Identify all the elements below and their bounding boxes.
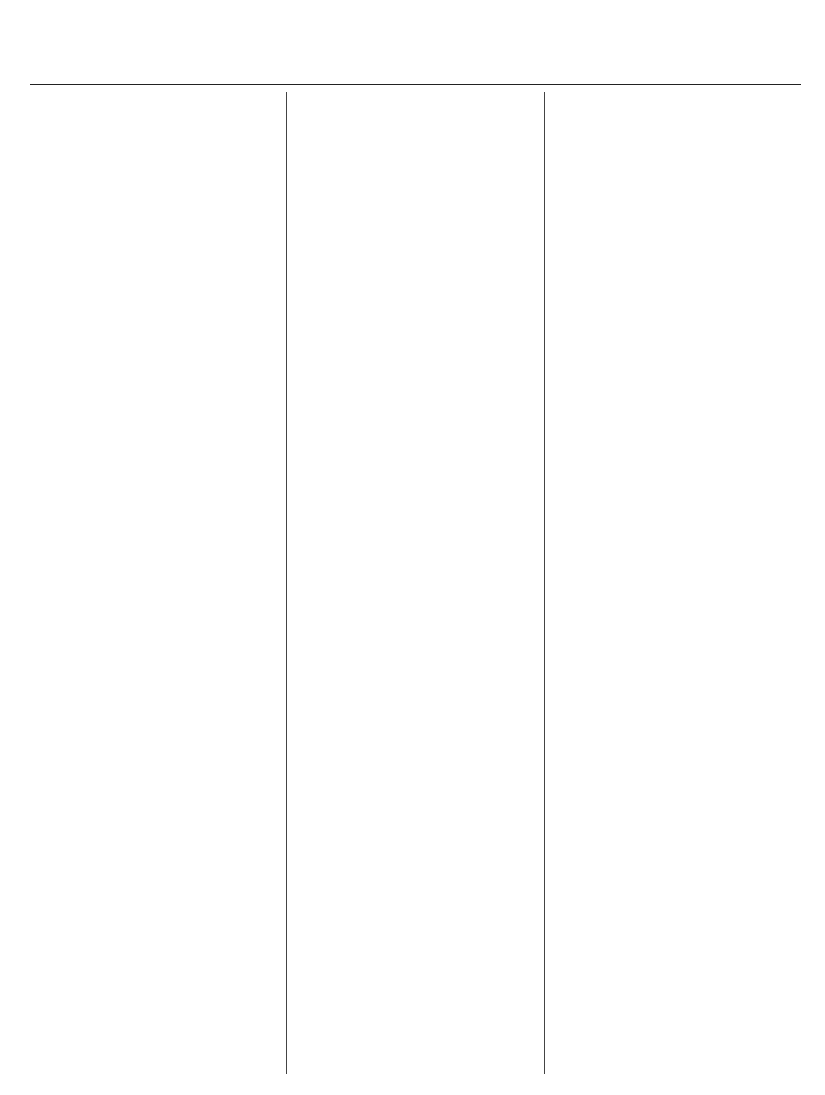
column-left	[30, 92, 286, 1074]
column-middle	[286, 92, 543, 1074]
column-right	[544, 92, 801, 1074]
page-header	[24, 14, 801, 72]
entry-columns	[30, 92, 801, 1074]
dictionary-page	[24, 14, 801, 1074]
header-rule	[30, 84, 801, 85]
